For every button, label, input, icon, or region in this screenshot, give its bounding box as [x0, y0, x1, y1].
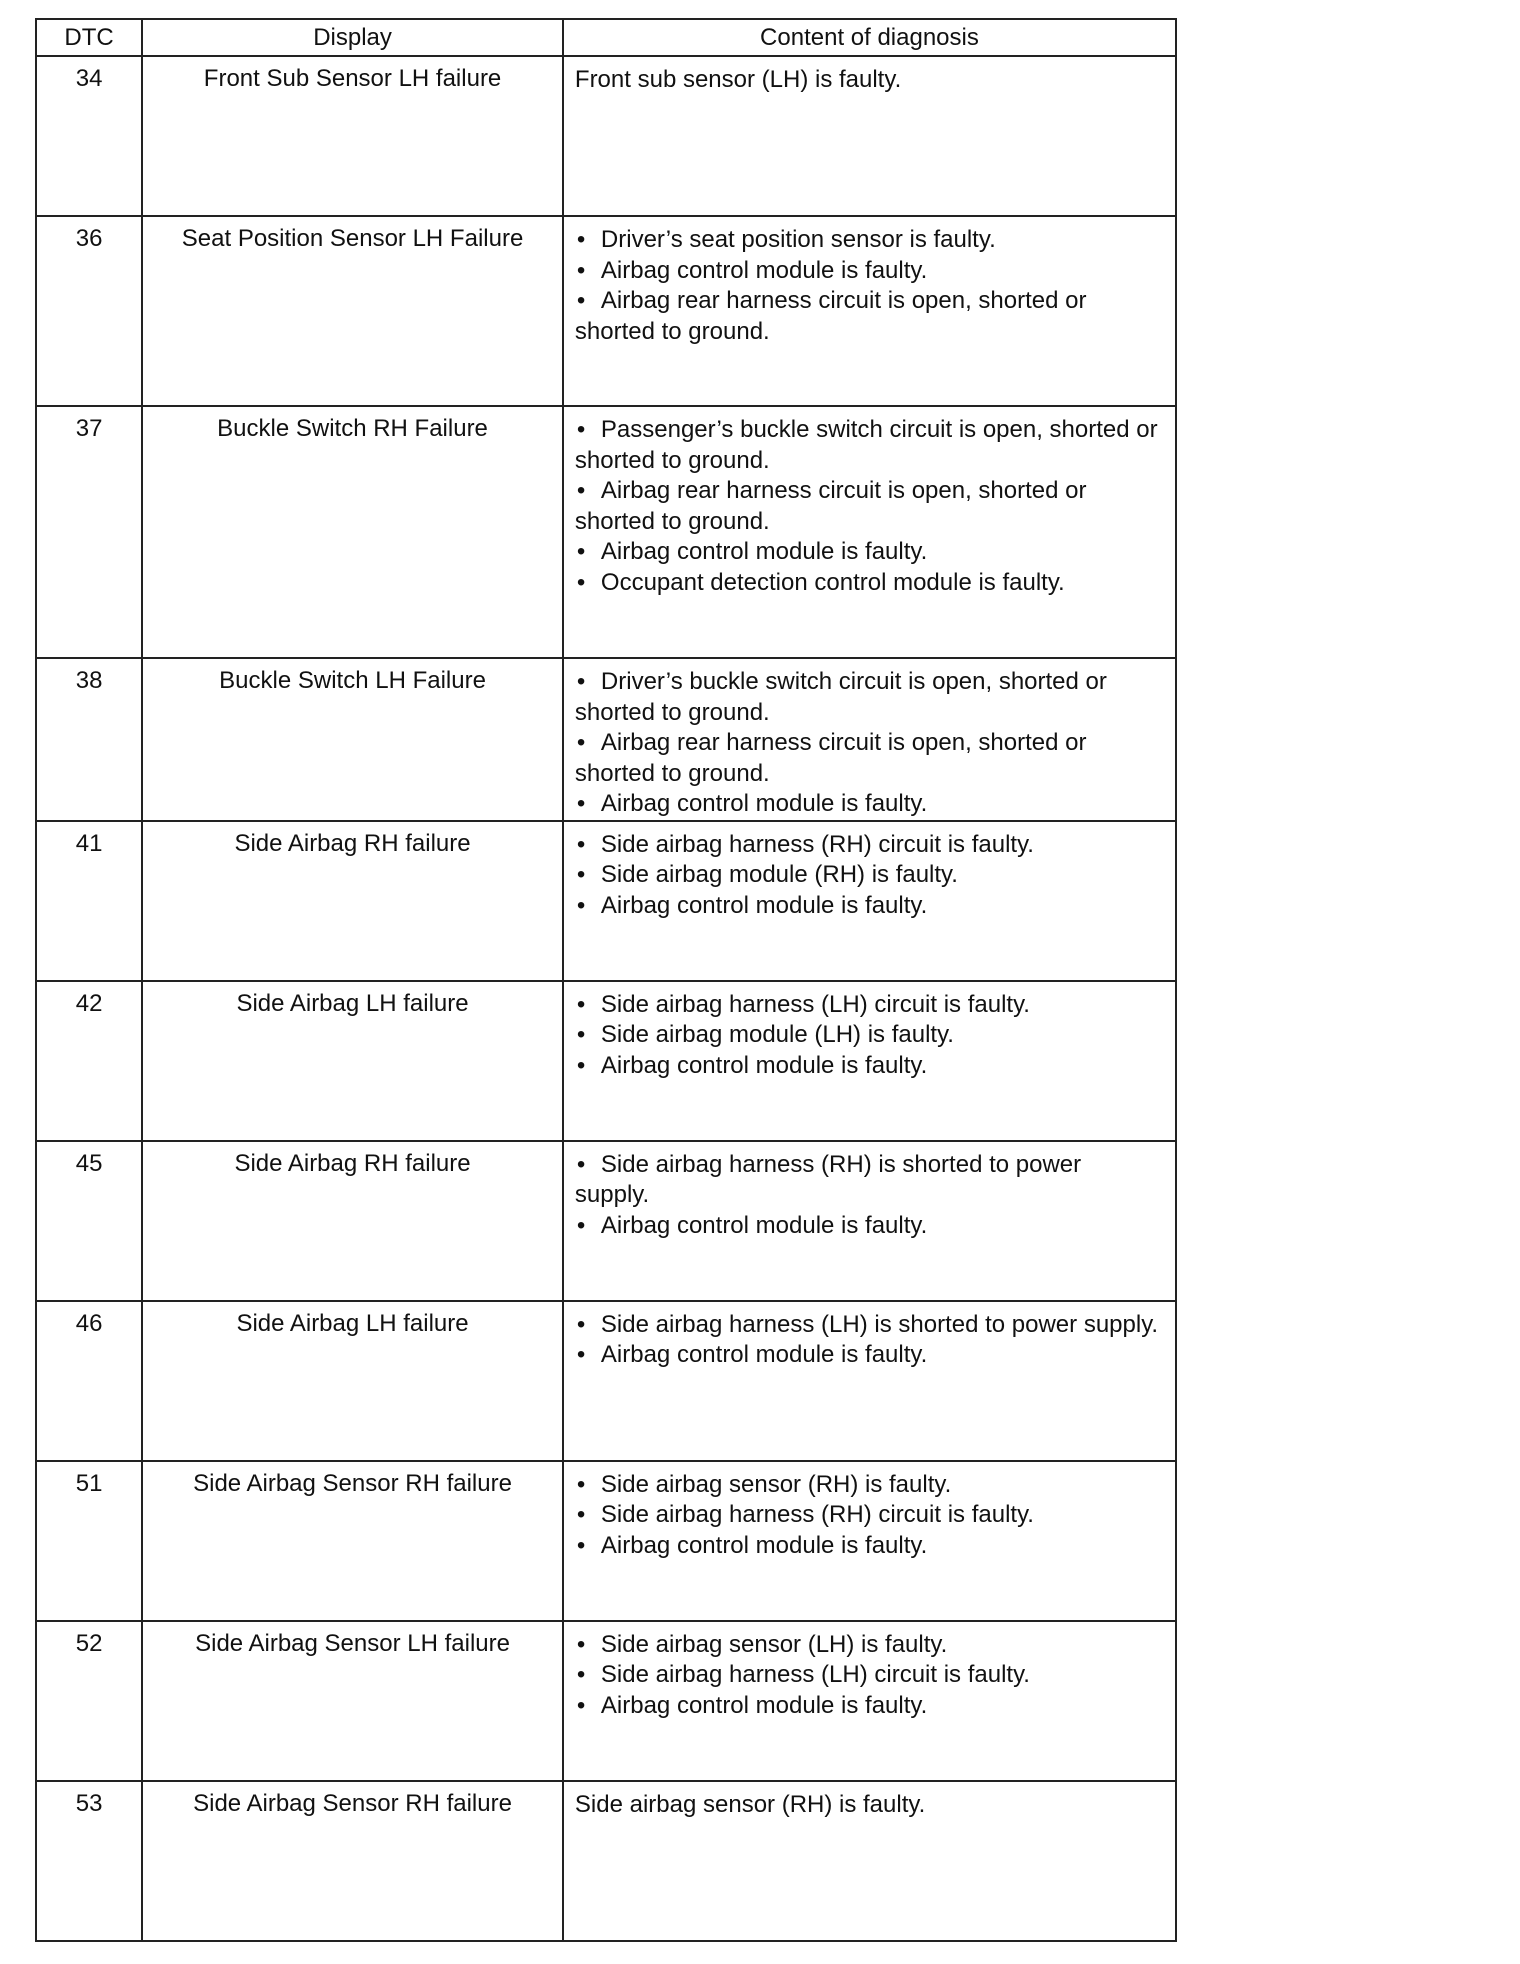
dtc-code: 41	[36, 821, 142, 981]
table-row	[36, 1781, 1176, 1941]
diagnosis-list	[575, 1470, 1161, 1562]
dtc-code: 53	[36, 1781, 142, 1941]
diagnosis-item: • Side airbag harness (RH) is shorted to power supply.	[575, 1150, 1161, 1211]
header-dtc: DTC	[36, 19, 142, 56]
display-text: Side Airbag RH failure	[142, 1141, 563, 1301]
display-text: Side Airbag Sensor LH failure	[142, 1621, 563, 1781]
diagnosis-content	[563, 406, 1176, 658]
diagnosis-item: • Side airbag harness (RH) circuit is faulty.	[575, 830, 1161, 861]
display-text: Side Airbag RH failure	[142, 821, 563, 981]
header-display: Display	[142, 19, 563, 56]
diagnosis-list	[575, 415, 1161, 598]
diagnosis-item: • Airbag rear harness circuit is open, shorted or shorted to ground.	[575, 476, 1161, 537]
diagnosis-text: Side airbag sensor (RH) is faulty.	[574, 1790, 926, 1818]
diagnosis-list	[575, 667, 1161, 820]
diagnosis-item: • Airbag control module is faulty.	[575, 1340, 1161, 1371]
table-row	[36, 1461, 1176, 1621]
diagnosis-item: • Airbag control module is faulty.	[575, 1691, 1161, 1722]
diagnosis-content	[563, 821, 1176, 981]
diagnosis-list	[575, 990, 1161, 1082]
diagnosis-list	[575, 1310, 1161, 1371]
dtc-code: 34	[36, 56, 142, 216]
diagnosis-item: • Side airbag harness (LH) circuit is faulty.	[575, 1660, 1161, 1691]
display-text: Buckle Switch RH Failure	[142, 406, 563, 658]
table-body	[36, 56, 1176, 1941]
dtc-code: 46	[36, 1301, 142, 1461]
diagnosis-content	[563, 56, 1176, 216]
display-text: Buckle Switch LH Failure	[142, 658, 563, 821]
diagnosis-text: Front sub sensor (LH) is faulty.	[574, 66, 902, 93]
diagnosis-item: • Side airbag sensor (RH) is faulty.	[575, 1470, 1161, 1501]
table-row	[36, 821, 1176, 981]
diagnosis-item: • Side airbag harness (RH) circuit is faulty.	[575, 1500, 1161, 1531]
table-row	[36, 56, 1176, 216]
dtc-code: 36	[36, 216, 142, 406]
diagnosis-list	[575, 225, 1161, 347]
diagnosis-item: • Airbag control module is faulty.	[575, 789, 1161, 820]
header-content: Content of diagnosis	[563, 19, 1176, 56]
diagnosis-item: • Occupant detection control module is faulty.	[575, 568, 1161, 599]
table-row	[36, 1301, 1176, 1461]
dtc-code: 38	[36, 658, 142, 821]
diagnosis-content	[563, 1461, 1176, 1621]
diagnosis-content	[563, 216, 1176, 406]
diagnosis-item: • Side airbag module (RH) is faulty.	[575, 860, 1161, 891]
diagnosis-item: • Airbag control module is faulty.	[575, 1211, 1161, 1242]
diagnosis-item: • Side airbag module (LH) is faulty.	[575, 1020, 1161, 1051]
diagnosis-item: • Side airbag harness (LH) circuit is faulty.	[575, 990, 1161, 1021]
dtc-code: 51	[36, 1461, 142, 1621]
table-row	[36, 981, 1176, 1141]
diagnosis-item: • Passenger’s buckle switch circuit is open, shorted or shorted to ground.	[575, 415, 1161, 476]
diagnosis-list	[575, 1150, 1161, 1242]
table-header	[36, 19, 1176, 56]
diagnosis-item: • Airbag control module is faulty.	[575, 537, 1161, 568]
display-text: Side Airbag Sensor RH failure	[142, 1461, 563, 1621]
table-row	[36, 1141, 1176, 1301]
header-row	[36, 19, 1176, 56]
diagnosis-item: • Driver’s seat position sensor is faulty.	[575, 225, 1161, 256]
diagnosis-content	[563, 658, 1176, 821]
diagnosis-content	[563, 981, 1176, 1141]
diagnosis-list	[575, 830, 1161, 922]
diagnosis-item: • Airbag control module is faulty.	[575, 1051, 1161, 1082]
diagnosis-item: • Side airbag harness (LH) is shorted to power supply.	[575, 1310, 1161, 1341]
table-row	[36, 1621, 1176, 1781]
diagnosis-content	[563, 1781, 1176, 1941]
diagnosis-list	[575, 1630, 1161, 1722]
display-text: Seat Position Sensor LH Failure	[142, 216, 563, 406]
dtc-code: 42	[36, 981, 142, 1141]
dtc-code: 52	[36, 1621, 142, 1781]
dtc-code: 45	[36, 1141, 142, 1301]
diagnosis-item: • Airbag control module is faulty.	[575, 891, 1161, 922]
display-text: Side Airbag Sensor RH failure	[142, 1781, 563, 1941]
diagnosis-item: • Airbag rear harness circuit is open, shorted or shorted to ground.	[575, 728, 1161, 789]
diagnosis-item: • Airbag rear harness circuit is open, shorted or shorted to ground.	[575, 286, 1161, 347]
table-row	[36, 216, 1176, 406]
table-row	[36, 658, 1176, 821]
display-text: Front Sub Sensor LH failure	[142, 56, 563, 216]
diagnosis-content	[563, 1141, 1176, 1301]
diagnosis-item: • Airbag control module is faulty.	[575, 256, 1161, 287]
table-row	[36, 406, 1176, 658]
dtc-code: 37	[36, 406, 142, 658]
diagnosis-item: • Airbag control module is faulty.	[575, 1531, 1161, 1562]
display-text: Side Airbag LH failure	[142, 981, 563, 1141]
diagnosis-item: • Side airbag sensor (LH) is faulty.	[575, 1630, 1161, 1661]
diagnosis-item: • Driver’s buckle switch circuit is open, shorted or shorted to ground.	[575, 667, 1161, 728]
diagnosis-content	[563, 1621, 1176, 1781]
diagnosis-content	[563, 1301, 1176, 1461]
display-text: Side Airbag LH failure	[142, 1301, 563, 1461]
dtc-table	[35, 18, 1177, 1942]
